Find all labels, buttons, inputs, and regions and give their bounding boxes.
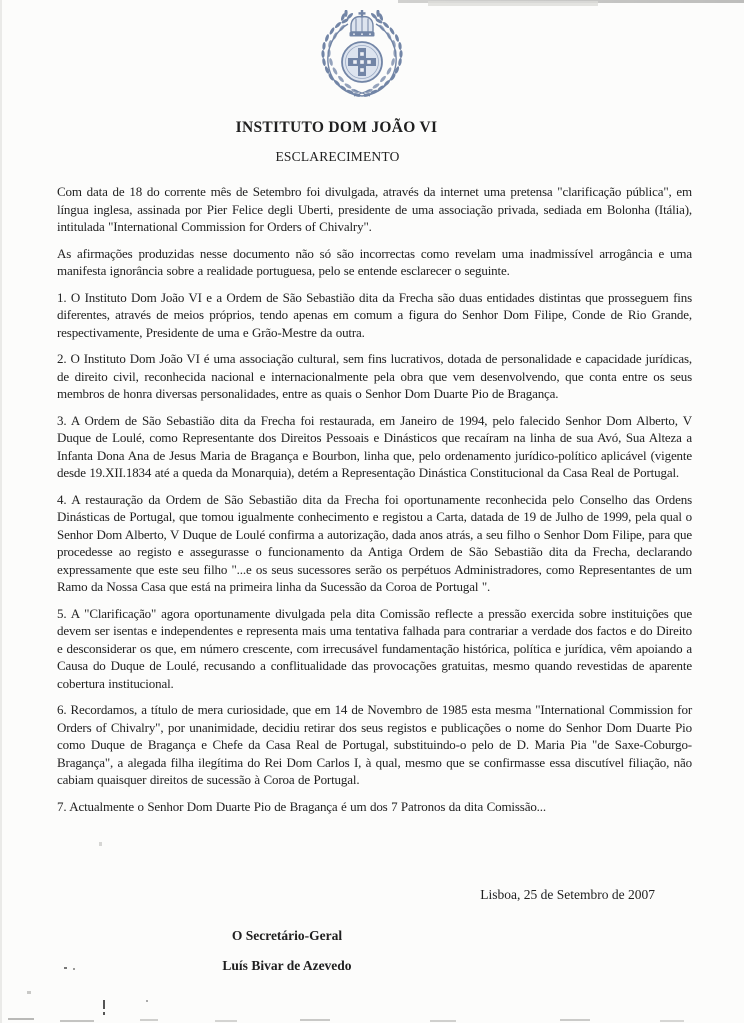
paragraph-2: 2. O Instituto Dom João VI é uma associação cultural, sem fins lucrativos, dotada de personalidade e capacidade jurídicas, de direito civil, reconhecida nacional e internacionalmente pela obra que vem desenvolvendo, que conta entre os seus membros de honra diversas personalidades, entre as quais o Senhor Dom Duarte Pio de Bragança. [57, 351, 692, 401]
scan-smudge [560, 1019, 590, 1021]
scan-smudge [215, 1020, 237, 1022]
scan-smudge [300, 1019, 330, 1021]
scan-mark [103, 1012, 105, 1015]
document-footer [57, 886, 692, 975]
paragraph-3: 3. A Ordem de São Sebastião dita da Frecha foi restaurada, em Janeiro de 1994, pelo falecido Senhor Dom Alberto, V Duque de Loulé, como Representante dos Direitos Pessoais e Dinásticos que recaíram na linha de sua Avó, Sua Alteza a Infanta Dona Ana de Jesus Maria de Bragança e Bourbon, linha que, pelo ordenamento jurídico-político aplicável (vigente desde 19.XII.1834 até a queda da Monarquia), detém a Representação Dinástica Constitucional da Casa Real de Portugal. [57, 412, 692, 480]
paragraph-4: 4. A restauração da Ordem de São Sebastião dita da Frecha foi oportunamente reconhecida pelo Conselho das Ordens Dinásticas de Portugal, que tomou igualmente conhecimento e registou a Carta, datada de 19 de Julho de 1999, pela qual o Senhor Dom Alberto, V Duque de Loulé confirma a autorização, dada anos atrás, a seu filho o Senhor Dom Filipe, para que procedesse ao registo e assegurasse o funcionamento da Antiga Ordem de São Sebastião dita da Frecha, declarando expressamente que este seu filho "...e os seus sucessores serão os perpétuos Administradores, como Representantes de um Ramo da Nossa Casa que está na primeira linha da Sucessão da Coroa de Portugal ". [57, 491, 692, 594]
scan-speck [146, 1000, 148, 1002]
paragraph-5: 5. A "Clarificação" agora oportunamente divulgada pela dita Comissão reflecte a pressão exercida sobre instituições que devem ser isentas e independentes e representa mais uma tentativa falhada para contrariar a verdade dos factos e do Direito e desconsiderar os que, em número crescente, com irrecusável fundamentação histórica, política e jurídica, vêm apoiando a Causa do Duque de Loulé, recusando a conflitualidade das provocações gratuitas, mesmo quando revestidas de aparente cobertura institucional. [57, 605, 692, 691]
dateline: Lisboa, 25 de Setembro de 2007 [480, 887, 655, 902]
document-body [57, 183, 692, 815]
document-content [57, 0, 692, 824]
scan-edge-line [0, 0, 2, 1023]
paragraph-intro-1: Com data de 18 do corrente mês de Setembro foi divulgada, através da internet uma pretensa "clarificação pública", em língua inglesa, assinada por Pier Felice degli Uberti, presidente de uma associação privada, sediada em Bolonha (Itália), intitulada "International Commission for Orders of Chivalry". [57, 184, 692, 234]
scan-smudge [8, 1018, 34, 1020]
scan-smudge [660, 1020, 684, 1022]
paragraph-7: 7. Actualmente o Senhor Dom Duarte Pio de Bragança é um dos 7 Patronos da dita Comissão... [57, 798, 546, 814]
institution-name: INSTITUTO DOM JOÃO VI [235, 119, 438, 136]
scan-speck [27, 991, 31, 994]
scan-smudge [140, 1019, 158, 1021]
paragraph-6: 6. Recordamos, a título de mera curiosidade, que em 14 de Novembro de 1985 esta mesma "International Commission for Orders of Chivalry", por unanimidade, decidiu retirar dos seus registos e publicações o nome do Senhor Dom Duarte Pio como Duque de Bragança e Chefe da Casa Real de Portugal, substituindo-o pelo de D. Maria Pia "de Saxe-Coburgo-Bragança", a alegada filha ilegítima do Rei Dom Carlos I, à qual, mesmo que se confirmasse essa discutível filiação, não cabiam quaisquer direitos de sucessão à Coroa de Portugal. [57, 702, 692, 787]
document-title: ESCLARECIMENTO [275, 149, 400, 164]
institute-crest-icon [312, 10, 412, 102]
signatory-title: O Secretário-Geral [231, 927, 343, 943]
scan-speck [73, 968, 75, 970]
scan-speck [64, 967, 67, 969]
scan-smudge [60, 1020, 94, 1022]
scan-speck [99, 842, 102, 846]
signatory-name: Luís Bivar de Azevedo [222, 958, 352, 973]
document-header [57, 10, 692, 164]
scan-smudge [430, 1020, 456, 1022]
scan-mark [103, 1000, 105, 1009]
paragraph-1: 1. O Instituto Dom João VI e a Ordem de São Sebastião dita da Frecha são duas entidades distintas que prosseguem fins diferentes, através de meios próprios, tendo apenas em comum a figura do Senhor Dom Filipe, Conde de Rio Grande, respectivamente, Presidente de uma e Grão-Mestre da outra. [57, 289, 692, 340]
paragraph-intro-2: As afirmações produzidas nesse documento não só são incorrectas como revelam uma inadmissível arrogância e uma manifesta ignorância sobre a realidade portuguesa, pelo se entende esclarecer o seguinte. [57, 245, 692, 278]
